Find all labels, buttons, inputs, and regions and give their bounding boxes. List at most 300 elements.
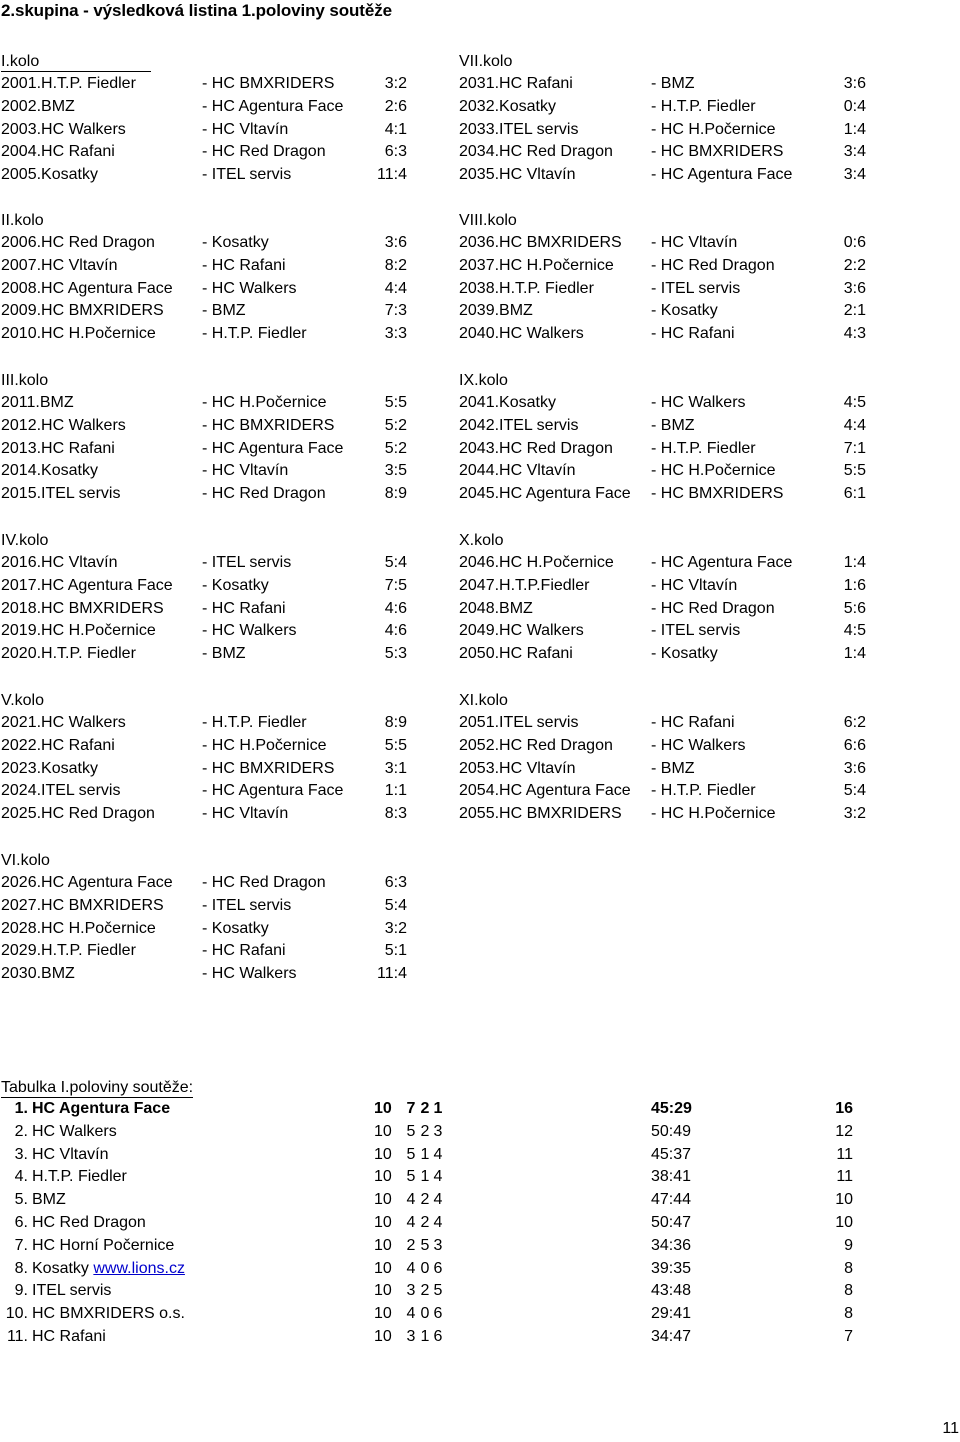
match-row — [459, 392, 879, 415]
match-score: 3:6 — [384, 234, 407, 251]
match-score: 7:1 — [843, 439, 866, 457]
standings-wins: 5 — [406, 1168, 416, 1186]
match-home-team: 2014.Kosatky — [1, 462, 98, 480]
round-label — [459, 689, 879, 712]
match-row — [1, 483, 421, 506]
standings-team — [32, 1166, 127, 1189]
standings-wins: 4 — [406, 1259, 416, 1277]
match-row — [1, 895, 421, 918]
standings-draws: 2 — [420, 1191, 430, 1209]
match-row — [459, 438, 879, 461]
match-row — [1, 758, 421, 781]
match-away-team: - ITEL servis — [202, 896, 292, 914]
standings-rank: 8. — [14, 1259, 28, 1277]
match-away-team: - H.T.P. Fiedler — [651, 439, 756, 457]
match-row — [459, 141, 879, 164]
round-label-text: VI.kolo — [1, 852, 50, 869]
standings-goals: 39:35 — [651, 1259, 692, 1277]
match-score: 3:6 — [843, 759, 866, 777]
match-score: 2:1 — [843, 302, 866, 320]
standings-draws: 0 — [420, 1305, 430, 1323]
match-score: 5:5 — [843, 462, 866, 480]
round-label — [1, 369, 421, 392]
match-score: 5:4 — [843, 782, 866, 800]
match-row — [459, 415, 879, 438]
match-row — [459, 758, 879, 781]
match-row — [1, 415, 421, 438]
standings-games-played: 10 — [374, 1191, 392, 1209]
match-score: 5:4 — [384, 896, 407, 914]
match-row — [1, 598, 421, 621]
round-label — [459, 369, 879, 392]
round-block — [1, 369, 421, 506]
match-away-team: - HC H.Počernice — [651, 120, 776, 138]
match-score: 5:2 — [384, 416, 407, 434]
standings-points: 11 — [836, 1145, 853, 1163]
match-home-team: 2032.Kosatky — [459, 97, 556, 115]
match-score: 5:3 — [384, 645, 407, 663]
standings-goals: 43:48 — [651, 1282, 692, 1300]
match-away-team: - HC Walkers — [202, 279, 297, 297]
standings-games-played: 10 — [374, 1213, 392, 1231]
match-away-team: - BMZ — [651, 759, 695, 777]
standings-wins: 4 — [406, 1213, 416, 1231]
match-home-team: 2004.HC Rafani — [1, 143, 115, 161]
match-score: 2:6 — [384, 97, 407, 115]
match-score: 3:5 — [384, 462, 407, 480]
match-row — [1, 735, 421, 758]
match-away-team: - HC H.Počernice — [651, 805, 776, 823]
match-away-team: - Kosatky — [202, 919, 269, 937]
standings-wins: 4 — [406, 1305, 416, 1323]
standings-row — [0, 1121, 960, 1144]
match-score: 1:4 — [843, 645, 866, 663]
match-home-team: 2024.ITEL servis — [1, 782, 121, 800]
match-score: 11:4 — [377, 166, 407, 184]
match-score: 6:3 — [384, 874, 407, 891]
round-block — [459, 50, 879, 187]
round-block — [459, 529, 879, 666]
round-block — [1, 529, 421, 666]
match-away-team: - HC Vltavín — [651, 234, 738, 251]
standings-rank: 11. — [6, 1327, 28, 1345]
round-block — [1, 50, 421, 187]
match-away-team: - HC Agentura Face — [651, 554, 793, 571]
match-score: 7:3 — [384, 302, 407, 320]
match-row — [459, 460, 879, 483]
match-home-team: 2029.H.T.P. Fiedler — [1, 942, 136, 960]
match-home-team: 2034.HC Red Dragon — [459, 143, 613, 161]
page-title: 2.skupina - výsledková listina 1.poloviny soutěže — [1, 1, 392, 20]
standings-losses: 4 — [433, 1145, 443, 1163]
match-away-team: - HC BMXRIDERS — [651, 485, 784, 503]
round-block — [1, 209, 421, 346]
match-row — [1, 643, 421, 666]
match-away-team: - HC BMXRIDERS — [202, 75, 335, 92]
standings-row — [0, 1326, 960, 1349]
standings-team-name: HC Agentura Face — [32, 1100, 171, 1117]
match-home-team: 2017.HC Agentura Face — [1, 576, 173, 594]
match-home-team: 2018.HC BMXRIDERS — [1, 599, 164, 617]
match-away-team: - HC Agentura Face — [202, 439, 344, 457]
standings-team — [32, 1280, 111, 1303]
standings-team-name: HC Walkers — [32, 1122, 117, 1140]
standings-wins: 4 — [406, 1191, 416, 1209]
round-label-text: I.kolo — [1, 52, 151, 72]
standings-games-played: 10 — [374, 1100, 392, 1117]
match-home-team: 2020.H.T.P. Fiedler — [1, 645, 136, 663]
match-row — [459, 575, 879, 598]
match-away-team: - HC Rafani — [202, 942, 286, 960]
match-home-team: 2048.BMZ — [459, 599, 533, 617]
match-row — [1, 575, 421, 598]
match-score: 6:6 — [843, 736, 866, 754]
standings-wins: 3 — [406, 1327, 416, 1345]
round-label — [1, 529, 421, 552]
match-away-team: - HC BMXRIDERS — [202, 416, 335, 434]
round-block — [1, 689, 421, 826]
standings-wins: 3 — [406, 1282, 416, 1300]
match-row — [1, 119, 421, 142]
match-away-team: - ITEL servis — [202, 166, 292, 184]
standings-games-played: 10 — [374, 1145, 392, 1163]
round-label-text: II.kolo — [1, 212, 44, 229]
standings-team-name: HC BMXRIDERS o.s. — [32, 1305, 185, 1323]
standings-games-played: 10 — [374, 1282, 392, 1300]
match-score: 7:5 — [384, 576, 407, 594]
match-home-team: 2007.HC Vltavín — [1, 256, 118, 274]
match-row — [1, 460, 421, 483]
match-score: 4:5 — [843, 622, 866, 640]
match-home-team: 2050.HC Rafani — [459, 645, 573, 663]
match-away-team: - HC BMXRIDERS — [651, 143, 784, 161]
standings-team — [32, 1212, 146, 1235]
match-row — [1, 392, 421, 415]
round-block — [459, 369, 879, 506]
match-away-team: - BMZ — [651, 416, 695, 434]
match-score: 8:9 — [384, 485, 407, 503]
match-score: 5:5 — [384, 736, 407, 754]
match-home-team: 2027.HC BMXRIDERS — [1, 896, 164, 914]
standings-table — [0, 1098, 960, 1349]
match-home-team: 2002.BMZ — [1, 97, 75, 115]
match-score: 4:5 — [843, 394, 866, 411]
match-away-team: - HC Rafani — [651, 325, 735, 343]
match-score: 11:4 — [377, 965, 407, 983]
round-label-text: VII.kolo — [459, 53, 513, 70]
match-score: 6:3 — [384, 143, 407, 161]
match-away-team: - HC Agentura Face — [651, 166, 793, 184]
round-label — [1, 50, 421, 73]
standings-wins: 5 — [406, 1145, 416, 1163]
match-score: 4:4 — [843, 416, 866, 434]
match-home-team: 2041.Kosatky — [459, 394, 556, 411]
standings-rank: 10. — [5, 1305, 28, 1323]
standings-team — [32, 1235, 174, 1258]
match-home-team: 2010.HC H.Počernice — [1, 325, 156, 343]
match-score: 3:2 — [843, 805, 866, 823]
match-row — [459, 483, 879, 506]
match-score: 3:2 — [384, 919, 407, 937]
match-score: 5:1 — [384, 942, 407, 960]
match-score: 8:2 — [384, 256, 407, 274]
standings-team-name: HC Vltavín — [32, 1145, 109, 1163]
match-row — [1, 552, 421, 575]
match-away-team: - BMZ — [202, 645, 246, 663]
standings-team-name: H.T.P. Fiedler — [32, 1168, 127, 1186]
match-row — [459, 552, 879, 575]
match-row — [1, 323, 421, 346]
match-home-team: 2016.HC Vltavín — [1, 554, 118, 571]
match-score: 5:4 — [384, 554, 407, 571]
page-number: 11 — [942, 1420, 959, 1437]
round-label-text: XI.kolo — [459, 692, 508, 709]
standings-goals: 45:37 — [651, 1145, 692, 1163]
standings-losses: 6 — [433, 1327, 443, 1345]
match-home-team: 2042.ITEL servis — [459, 416, 579, 434]
match-away-team: - H.T.P. Fiedler — [202, 714, 307, 731]
match-home-team: 2008.HC Agentura Face — [1, 279, 173, 297]
match-away-team: - HC Rafani — [202, 599, 286, 617]
team-website-link[interactable]: www.lions.cz — [93, 1259, 185, 1277]
match-home-team: 2009.HC BMXRIDERS — [1, 302, 164, 320]
match-score: 6:1 — [843, 485, 866, 503]
match-score: 4:4 — [384, 279, 407, 297]
match-away-team: - ITEL servis — [651, 622, 741, 640]
match-away-team: - Kosatky — [651, 645, 718, 663]
standings-losses: 4 — [433, 1213, 443, 1231]
match-score: 1:4 — [843, 120, 866, 138]
match-row — [1, 232, 421, 255]
match-row — [459, 598, 879, 621]
match-home-team: 2031.HC Rafani — [459, 75, 573, 92]
match-away-team: - HC Rafani — [202, 256, 286, 274]
match-away-team: - H.T.P. Fiedler — [651, 97, 756, 115]
match-home-team: 2015.ITEL servis — [1, 485, 121, 503]
standings-goals: 47:44 — [651, 1191, 692, 1209]
standings-rank: 7. — [14, 1236, 28, 1254]
match-row — [1, 255, 421, 278]
match-home-team: 2038.H.T.P. Fiedler — [459, 279, 594, 297]
match-score: 8:3 — [384, 805, 407, 823]
standings-goals: 38:41 — [651, 1168, 692, 1186]
match-home-team: 2030.BMZ — [1, 965, 75, 983]
match-away-team: - HC Red Dragon — [202, 874, 326, 891]
standings-rank: 9. — [14, 1282, 28, 1300]
match-row — [1, 940, 421, 963]
match-row — [1, 300, 421, 323]
round-block — [459, 209, 879, 346]
match-row — [1, 278, 421, 301]
round-label-text: III.kolo — [1, 372, 49, 389]
standings-title — [1, 1076, 193, 1099]
standings-row — [0, 1258, 960, 1281]
standings-team — [32, 1121, 117, 1144]
match-away-team: - HC Red Dragon — [651, 256, 775, 274]
match-away-team: - HC Vltavín — [651, 576, 738, 594]
match-home-team: 2022.HC Rafani — [1, 736, 115, 754]
standings-row — [0, 1144, 960, 1167]
standings-team-name: HC Horní Počernice — [32, 1236, 175, 1254]
match-row — [459, 803, 879, 826]
match-home-team: 2003.HC Walkers — [1, 120, 126, 138]
match-score: 3:4 — [843, 166, 866, 184]
match-row — [459, 164, 879, 187]
round-label-text: V.kolo — [1, 692, 44, 709]
standings-goals: 34:47 — [651, 1327, 692, 1345]
match-score: 3:6 — [843, 75, 866, 92]
match-home-team: 2012.HC Walkers — [1, 416, 126, 434]
standings-wins: 5 — [406, 1122, 416, 1140]
standings-losses: 6 — [433, 1259, 443, 1277]
match-row — [459, 712, 879, 735]
match-away-team: - HC Walkers — [202, 965, 297, 983]
standings-draws: 5 — [420, 1236, 430, 1254]
match-home-team: 2044.HC Vltavín — [459, 462, 576, 480]
match-away-team: - H.T.P. Fiedler — [202, 325, 307, 343]
match-score: 5:5 — [384, 394, 407, 411]
standings-goals: 45:29 — [651, 1100, 692, 1117]
standings-points: 9 — [844, 1236, 853, 1254]
standings-row — [0, 1235, 960, 1258]
match-away-team: - BMZ — [202, 302, 246, 320]
match-home-team: 2039.BMZ — [459, 302, 533, 320]
standings-losses: 4 — [433, 1168, 443, 1186]
match-away-team: - HC Vltavín — [202, 120, 289, 138]
match-row — [1, 918, 421, 941]
standings-losses: 3 — [433, 1236, 443, 1254]
match-home-team: 2035.HC Vltavín — [459, 166, 576, 184]
match-home-team: 2049.HC Walkers — [459, 622, 584, 640]
standings-draws: 2 — [420, 1282, 430, 1300]
match-row — [1, 73, 421, 96]
standings-rank: 4. — [14, 1168, 28, 1186]
match-home-team: 2021.HC Walkers — [1, 714, 126, 731]
match-away-team: - HC Red Dragon — [202, 143, 326, 161]
match-home-team: 2051.ITEL servis — [459, 714, 579, 731]
match-row — [459, 73, 879, 96]
match-home-team: 2023.Kosatky — [1, 759, 98, 777]
match-home-team: 2043.HC Red Dragon — [459, 439, 613, 457]
standings-draws: 2 — [420, 1213, 430, 1231]
standings-points: 7 — [844, 1327, 853, 1345]
standings-wins: 7 — [406, 1100, 416, 1117]
standings-rank: 2. — [14, 1122, 28, 1140]
match-row — [1, 96, 421, 119]
match-score: 5:6 — [843, 599, 866, 617]
match-row — [459, 643, 879, 666]
standings-row — [0, 1212, 960, 1235]
standings-team — [32, 1144, 108, 1167]
round-block — [1, 849, 421, 986]
standings-games-played: 10 — [374, 1236, 392, 1254]
match-score: 5:2 — [384, 439, 407, 457]
standings-team-name: Kosatky — [32, 1259, 94, 1277]
standings-row — [0, 1166, 960, 1189]
match-home-team: 2033.ITEL servis — [459, 120, 579, 138]
standings-games-played: 10 — [374, 1122, 392, 1140]
standings-title-text: Tabulka I.poloviny soutěže: — [1, 1079, 194, 1096]
match-score: 4:6 — [384, 622, 407, 640]
match-away-team: - HC H.Počernice — [651, 462, 776, 480]
match-score: 1:1 — [384, 782, 407, 800]
match-away-team: - H.T.P. Fiedler — [651, 782, 756, 800]
match-score: 3:3 — [384, 325, 407, 343]
match-home-team: 2001.H.T.P. Fiedler — [1, 75, 136, 92]
match-row — [1, 803, 421, 826]
match-score: 3:1 — [384, 759, 407, 777]
standings-losses: 5 — [433, 1282, 443, 1300]
standings-points: 8 — [844, 1259, 853, 1277]
standings-points: 11 — [836, 1168, 853, 1186]
match-row — [459, 96, 879, 119]
match-away-team: - Kosatky — [202, 234, 269, 251]
match-home-team: 2047.H.T.P.Fiedler — [459, 576, 590, 594]
match-home-team: 2006.HC Red Dragon — [1, 234, 155, 251]
match-away-team: - HC BMXRIDERS — [202, 759, 335, 777]
match-row — [1, 141, 421, 164]
match-row — [459, 119, 879, 142]
standings-points: 16 — [835, 1100, 853, 1117]
match-away-team: - HC Vltavín — [202, 462, 289, 480]
standings-points: 12 — [835, 1122, 853, 1140]
match-home-team: 2037.HC H.Počernice — [459, 256, 614, 274]
standings-goals: 34:36 — [651, 1236, 692, 1254]
round-label — [1, 689, 421, 712]
match-home-team: 2013.HC Rafani — [1, 439, 115, 457]
standings-points: 10 — [835, 1191, 853, 1209]
standings-losses: 6 — [433, 1305, 443, 1323]
match-home-team: 2055.HC BMXRIDERS — [459, 805, 622, 823]
match-away-team: - HC Walkers — [202, 622, 297, 640]
standings-team — [32, 1098, 170, 1121]
round-label — [459, 529, 879, 552]
standings-points: 8 — [844, 1305, 853, 1323]
match-score: 4:1 — [384, 120, 407, 138]
match-home-team: 2036.HC BMXRIDERS — [459, 234, 622, 251]
match-away-team: - HC Agentura Face — [202, 782, 344, 800]
match-row — [459, 780, 879, 803]
round-label — [1, 849, 421, 872]
match-row — [1, 872, 421, 895]
standings-goals: 50:47 — [651, 1213, 692, 1231]
match-home-team: 2046.HC H.Počernice — [459, 554, 614, 571]
match-row — [459, 278, 879, 301]
match-row — [459, 232, 879, 255]
match-away-team: - ITEL servis — [651, 279, 741, 297]
standings-goals: 50:49 — [651, 1122, 692, 1140]
standings-rank: 5. — [14, 1191, 28, 1209]
standings-rank: 6. — [14, 1213, 28, 1231]
standings-draws: 2 — [420, 1122, 430, 1140]
match-score: 0:6 — [843, 234, 866, 251]
round-label — [1, 209, 421, 232]
match-home-team: 2040.HC Walkers — [459, 325, 584, 343]
standings-losses: 1 — [433, 1100, 443, 1117]
standings-rank: 1. — [14, 1100, 28, 1117]
match-score: 3:6 — [843, 279, 866, 297]
match-away-team: - Kosatky — [651, 302, 718, 320]
match-score: 4:3 — [843, 325, 866, 343]
match-home-team: 2054.HC Agentura Face — [459, 782, 631, 800]
standings-draws: 1 — [420, 1168, 430, 1186]
match-score: 0:4 — [843, 97, 866, 115]
standings-draws: 0 — [420, 1259, 430, 1277]
standings-goals: 29:41 — [651, 1305, 692, 1323]
standings-draws: 1 — [420, 1145, 430, 1163]
standings-team-name: ITEL servis — [32, 1282, 112, 1300]
standings-points: 8 — [844, 1282, 853, 1300]
